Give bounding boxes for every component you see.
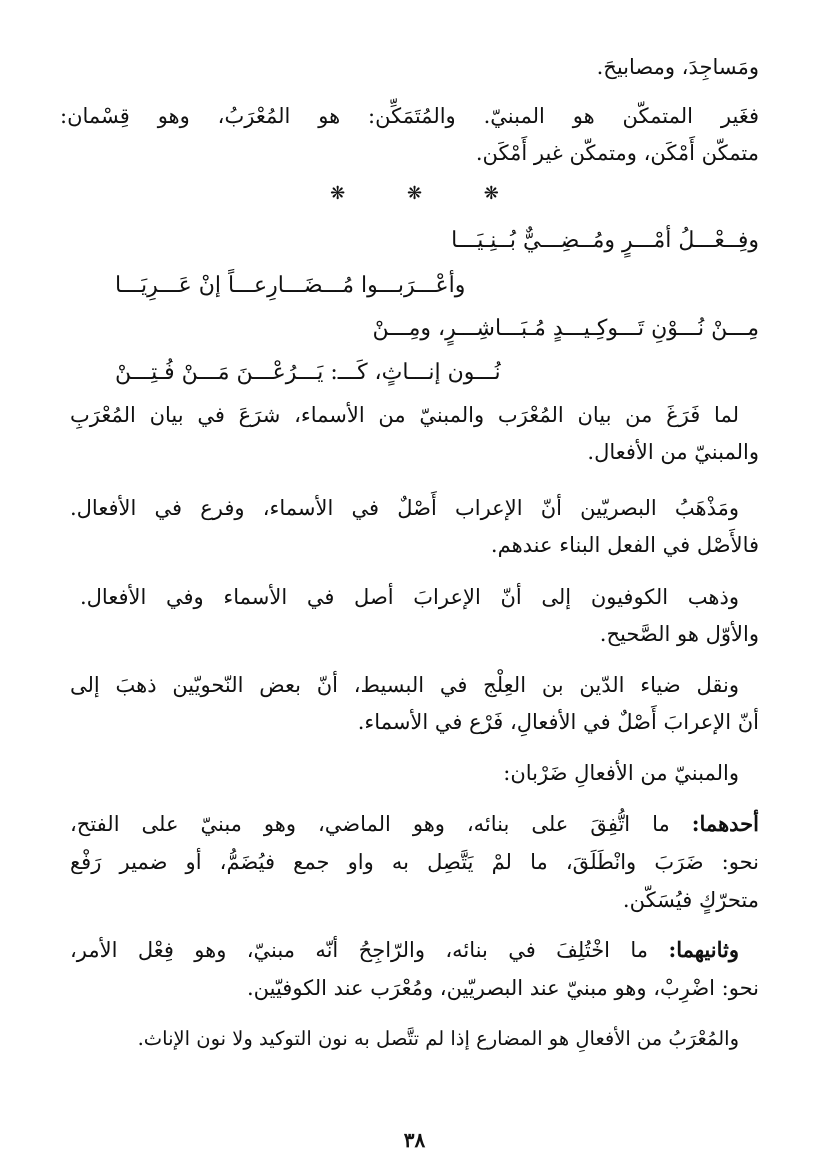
text-line: والمبنيّ من الأفعالِ ضَرْبان: <box>503 761 739 785</box>
star-icon: ❋ <box>483 183 499 204</box>
star-icon: ❋ <box>406 183 423 204</box>
text-line: وذهب الكوفيون إلى أنّ الإعرابَ أصل في الأسماء وفي الأفعال. <box>80 585 739 609</box>
text-line: والمبنيّ من الأفعال. <box>587 440 759 464</box>
text-line: ونقل ضياء الدّين بن العِلْج في البسيط، أنّ بعض النّحويّين ذهبَ إلى <box>70 673 739 697</box>
text-line: لما فَرَغَ من بيان المُعْرَب والمبنيّ من الأسماء، شرَعَ في بيان المُعْرَبِ <box>70 403 739 427</box>
text-line: متمكّن أَمْكَن، ومتمكّن غير أَمْكَن. <box>475 141 759 165</box>
text-line: ومَساجِدَ، ومصابيحَ. <box>596 55 759 79</box>
text-line: نحو: ضَرَبَ وانْطَلَقَ، ما لمْ يَتَّصِل به واو جمع فيُضَمُّ، أو ضمير رَفْع <box>70 850 759 874</box>
bold-term: وثانيهما: <box>668 937 739 962</box>
text-segment: ما اتُّفِقَ على بنائه، وهو الماضي، وهو مبنيّ على الفتح، <box>70 812 692 836</box>
bold-term: أحدهما: <box>691 811 759 836</box>
text-line: نحو: اضْرِبْ، وهو مبنيّ عند البصريّين، ومُعْرَب عند الكوفيّين. <box>246 976 759 1000</box>
text-line: فغَير المتمكّن هو المبنيّ. والمُتَمَكِّن: هو المُعْرَبُ، وهو قِسْمان: <box>60 104 759 128</box>
verse-line: وفِــعْـــلُ أمْـــرٍ ومُــضِـــيٌّ بُــنِـيَـــا <box>451 228 759 253</box>
text-line <box>70 935 739 965</box>
star-icon: ❋ <box>330 183 346 204</box>
text-line: والأوّل هو الصَّحيح. <box>599 622 759 646</box>
text-line: متحرّكٍ فيُسَكّن. <box>622 888 759 912</box>
page-number: ٣٨ <box>403 1128 426 1152</box>
text-line: ومَذْهَبُ البصريّين أنّ الإعراب أَصْلٌ في الأسماء، وفرع في الأفعال. <box>70 496 739 520</box>
section-divider <box>0 183 829 204</box>
text-segment: ما اخْتُلِفَ في بنائه، والرّاجِحُ أنّه مبنيّ، وهو فِعْل الأمر، <box>70 938 669 962</box>
text-line: أنّ الإعرابَ أَصْلٌ في الأفعالِ، فَرْع في الأسماء. <box>357 710 759 734</box>
verse-line: مِـــنْ نُـــوْنِ تَـــوكِـيـــدٍ مُـبَـــاشِـــرٍ، ومِـــنْ <box>372 316 759 341</box>
verse-line: وأعْـــرَبـــوا مُـــضَـــارِعـــاً إنْ عَـــرِيَـــا <box>115 273 466 298</box>
text-line: والمُعْرَبُ من الأفعالِ هو المضارع إذا لم تتَّصل به نون التوكيد ولا نون الإناث. <box>137 1027 739 1050</box>
text-line <box>70 809 759 839</box>
verse-line: نُـــون إنـــاثٍ، كَـــ: يَـــرُعْـــنَ مَـــنْ فُـتِـــنْ <box>115 360 501 385</box>
text-line: فالأَصْل في الفعل البناء عندهم. <box>490 533 759 557</box>
